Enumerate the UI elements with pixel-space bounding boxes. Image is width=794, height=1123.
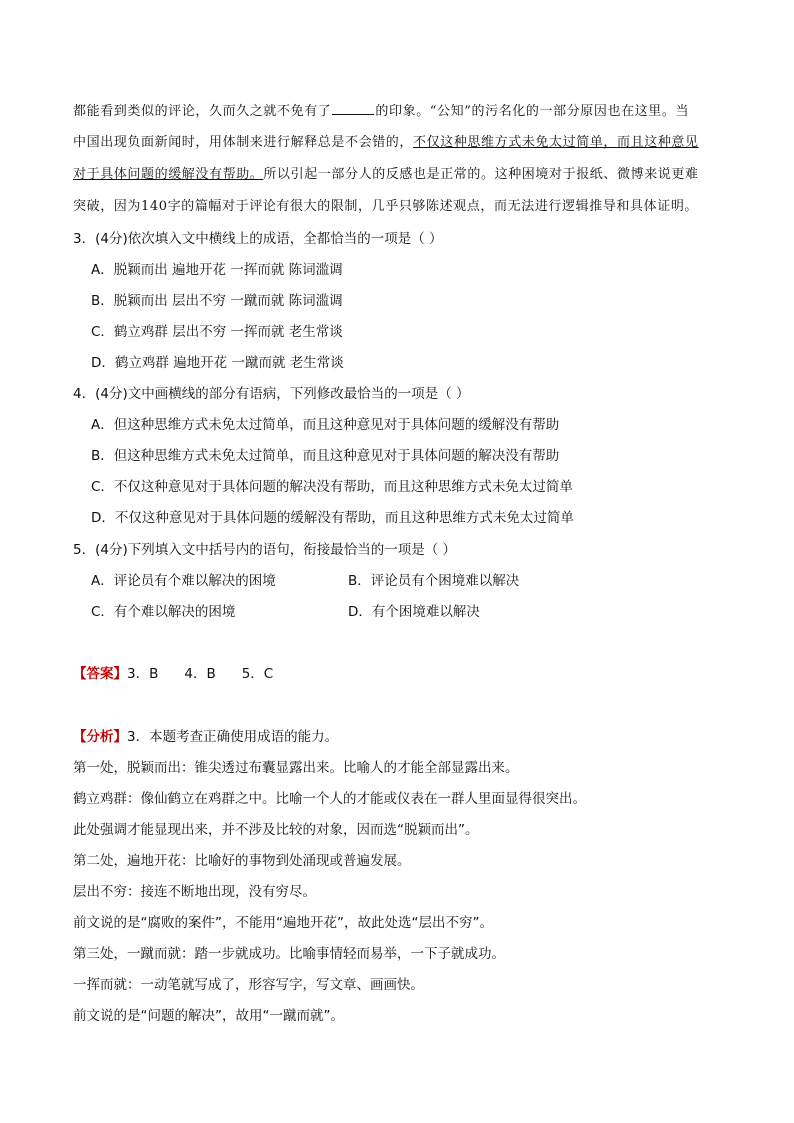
question-4-option-c: C．不仅这种意见对于具体问题的解决没有帮助，而且这种思维方式未免太过简单 bbox=[91, 479, 573, 495]
question-4-option-d: D．不仅这种意见对于具体问题的缓解没有帮助，而且这种思维方式未免太过简单 bbox=[91, 510, 574, 526]
analysis-line: 一挥而就：一动笔就写成了，形容写字，写文章、画画快。 bbox=[73, 977, 424, 993]
fill-blank bbox=[332, 102, 374, 115]
passage-text: 都能看到类似的评论，久而久之就不免有了 bbox=[73, 104, 332, 119]
question-3-stem: 3．(4分)依次填入文中横线上的成语，全都恰当的一项是（ ） bbox=[73, 231, 443, 247]
question-5-option-c: C．有个难以解决的困境 bbox=[91, 604, 236, 620]
question-4-option-b: B．但这种思维方式未免太过简单，而且这种意见对于具体问题的解决没有帮助 bbox=[91, 448, 560, 464]
question-5-option-a: A．评论员有个难以解决的困境 bbox=[91, 573, 276, 589]
underlined-text: 对于具体问题的缓解没有帮助。 bbox=[73, 167, 264, 182]
question-3-option-c: C．鹤立鸡群 层出不穷 一挥而就 老生常谈 bbox=[91, 324, 343, 340]
passage-text: 所以引起一部分人的反感也是正常的。这种困境对于报纸、微博来说更难 bbox=[263, 167, 699, 182]
analysis-line: 第三处，一蹴而就：踏一步就成功。比喻事情轻而易举，一下子就成功。 bbox=[73, 946, 505, 962]
analysis-text: 3．本题考查正确使用成语的能力。 bbox=[127, 729, 339, 745]
passage-line-2 bbox=[73, 127, 723, 159]
analysis-line: 层出不穷：接连不断地出现，没有穷尽。 bbox=[73, 884, 316, 900]
question-4-stem: 4．(4分)文中画横线的部分有语病，下列修改最恰当的一项是（ ） bbox=[73, 386, 470, 402]
question-4-option-a: A．但这种思维方式未免太过简单，而且这种意见对于具体问题的缓解没有帮助 bbox=[91, 417, 560, 433]
passage-line-4 bbox=[73, 191, 723, 223]
answer-value: 3．B bbox=[127, 666, 159, 682]
analysis-line: 第二处，遍地开花：比喻好的事物到处涌现或普遍发展。 bbox=[73, 853, 411, 869]
analysis-line: 前文说的是“问题的解决”，故用“一蹴而就”。 bbox=[73, 1008, 344, 1024]
underlined-text: 不仅这种思维方式未免太过简单，而且这种意见 bbox=[413, 135, 699, 150]
analysis-line: 此处强调才能显现出来，并不涉及比较的对象，因而选“脱颖而出”。 bbox=[73, 822, 479, 838]
answer-line bbox=[73, 664, 299, 684]
answer-value: 5．C bbox=[241, 666, 274, 682]
question-5-stem: 5．(4分)下列填入文中括号内的语句，衔接最恰当的一项是（ ） bbox=[73, 542, 457, 558]
question-3-option-b: B．脱颖而出 层出不穷 一蹴而就 陈词滥调 bbox=[91, 293, 343, 309]
analysis-tag: 【分析】 bbox=[73, 729, 127, 745]
analysis-heading bbox=[73, 727, 338, 747]
question-3-option-d: D．鹤立鸡群 遍地开花 一蹴而就 老生常谈 bbox=[91, 355, 344, 371]
analysis-line: 前文说的是“腐败的案件”，不能用“遍地开花”，故此处选“层出不穷”。 bbox=[73, 915, 493, 931]
analysis-line: 鹤立鸡群：像仙鹤立在鸡群之中。比喻一个人的才能或仪表在一群人里面显得很突出。 bbox=[73, 791, 586, 807]
passage-line-1 bbox=[73, 96, 723, 128]
answer-value: 4．B bbox=[184, 666, 216, 682]
question-5-option-d: D．有个困境难以解决 bbox=[348, 604, 480, 620]
question-3-option-a: A．脱颖而出 遍地开花 一挥而就 陈词滥调 bbox=[91, 262, 343, 278]
question-5-option-b: B．评论员有个困境难以解决 bbox=[348, 573, 520, 589]
passage-text: 中国出现负面新闻时，用体制来进行解释总是不会错的， bbox=[73, 135, 414, 150]
answer-tag: 【答案】 bbox=[73, 666, 127, 682]
passage-text: 的印象。“公知”的污名化的一部分原因也在这里。当 bbox=[375, 104, 690, 119]
passage-line-3 bbox=[73, 159, 723, 191]
analysis-line: 第一处，脱颖而出：锥尖透过布囊显露出来。比喻人的才能全部显露出来。 bbox=[73, 760, 519, 776]
passage-text: 突破，因为140字的篇幅对于评论有很大的限制，几乎只够陈述观点，而无法进行逻辑推导和具体证明。 bbox=[73, 199, 699, 214]
